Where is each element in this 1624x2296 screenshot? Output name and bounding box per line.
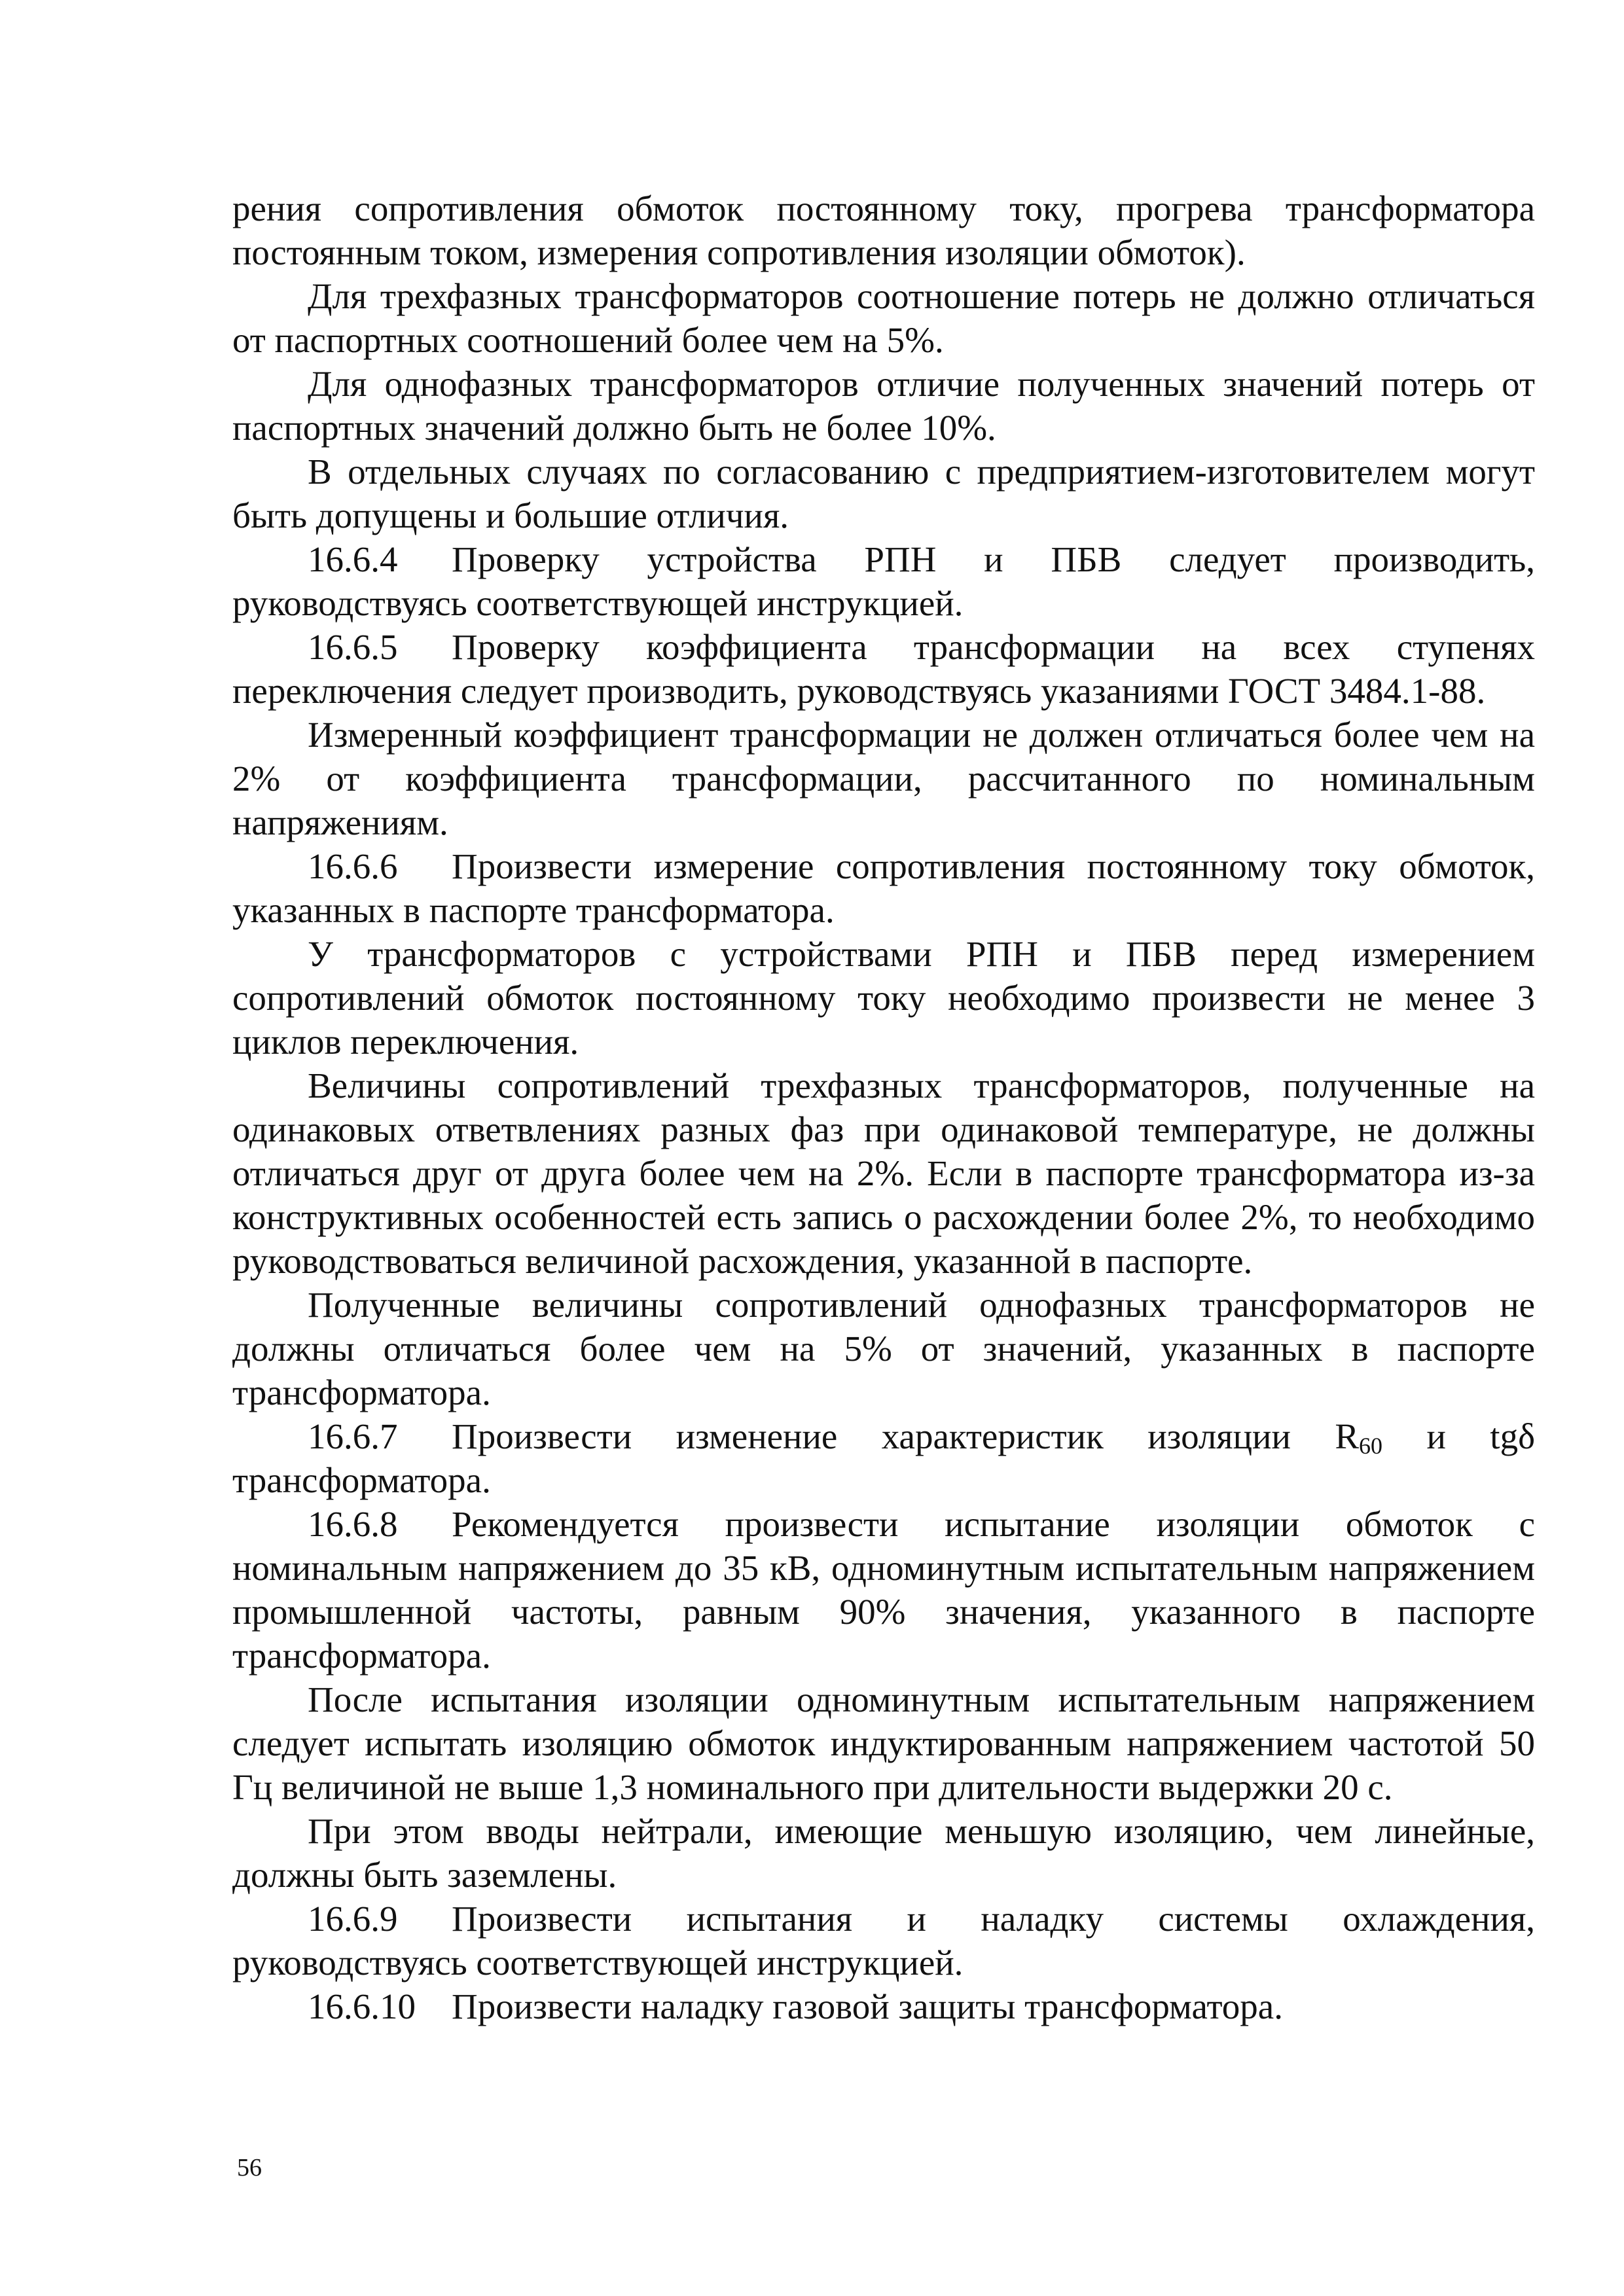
paragraph: В отдельных случаях по согласованию с предприятием-изготовителем могут быть допущены и большие отличия. [232,452,1535,535]
section-number: 16.6.7 [308,1416,398,1456]
section-text: и tgδ трансформатора. [232,1416,1535,1500]
paragraph: Для трехфазных трансформаторов соотношение потерь не должно отличаться от паспортных соотношений более чем на 5%. [232,276,1535,360]
section-text: Проверку устройства РПН и ПБВ следует производить, руководствуясь соответствующей инструкцией. [232,539,1535,623]
section-number: 16.6.5 [308,627,398,667]
section-16-6-9 [232,1897,1535,1984]
subscript: 60 [1359,1433,1383,1459]
section-text: Проверку коэффициента трансформации на всех ступенях переключения следует производить, руководствуясь указаниями ГОСТ 3484.1-88. [232,627,1535,711]
section-text: Произвести изменение характеристик изоляции R [452,1416,1360,1456]
section-number: 16.6.8 [308,1504,398,1544]
section-text: Произвести испытания и наладку системы охлаждения, руководствуясь соответствующей инструкцией. [232,1899,1535,1982]
paragraph: После испытания изоляции одноминутным испытательным напряжением следует испытать изоляцию обмоток индуктированным напряжением частотой 50 Гц величиной не выше 1,3 номинального при длительности выдержки 20 с. [232,1679,1535,1807]
section-16-6-5 [232,625,1535,713]
section-number: 16.6.9 [308,1899,398,1939]
section-number: 16.6.4 [308,539,398,579]
paragraph: Величины сопротивлений трехфазных трансформаторов, полученные на одинаковых ответвлениях разных фаз при одинаковой температуре, не должны отличаться друг от друга более чем на 2%. Если в паспорте трансформатора из-за конструктивных особенностей есть запись о расхождении более 2%, то необходимо руководствоваться величиной расхождения, указанной в паспорте. [232,1066,1535,1281]
page-number: 56 [237,2154,262,2181]
section-16-6-4 [232,537,1535,625]
paragraph: Измеренный коэффициент трансформации не должен отличаться более чем на 2% от коэффициента трансформации, рассчитанного по номинальным напряжениям. [232,715,1535,842]
document-body [232,187,1535,2028]
paragraph: рения сопротивления обмоток постоянному току, прогрева трансформатора постоянным током, измерения сопротивления изоляции обмоток). [232,188,1535,272]
section-text: Рекомендуется произвести испытание изоляции обмоток с номинальным напряжением до 35 кВ, одноминутным испытательным напряжением промышленной частоты, равным 90% значения, указанного в паспорте трансформатора. [232,1504,1535,1676]
section-16-6-10 [232,1984,1535,2028]
paragraph: Для однофазных трансформаторов отличие полученных значений потерь от паспортных значений должно быть не более 10%. [232,364,1535,448]
section-16-6-7 [232,1414,1535,1502]
section-16-6-8 [232,1502,1535,1677]
section-text: Произвести наладку газовой защиты трансформатора. [452,1986,1283,2026]
paragraph: Полученные величины сопротивлений однофазных трансформаторов не должны отличаться более чем на 5% от значений, указанных в паспорте трансформатора. [232,1285,1535,1412]
section-16-6-6 [232,844,1535,932]
paragraph: У трансформаторов с устройствами РПН и ПБВ перед измерением сопротивлений обмоток постоянному току необходимо произвести не менее 3 циклов переключения. [232,934,1535,1062]
section-text: Произвести измерение сопротивления постоянному току обмоток, указанных в паспорте трансформатора. [232,846,1535,930]
paragraph: При этом вводы нейтрали, имеющие меньшую изоляцию, чем линейные, должны быть заземлены. [232,1811,1535,1895]
section-number: 16.6.6 [308,846,398,886]
section-number: 16.6.10 [308,1986,416,2026]
